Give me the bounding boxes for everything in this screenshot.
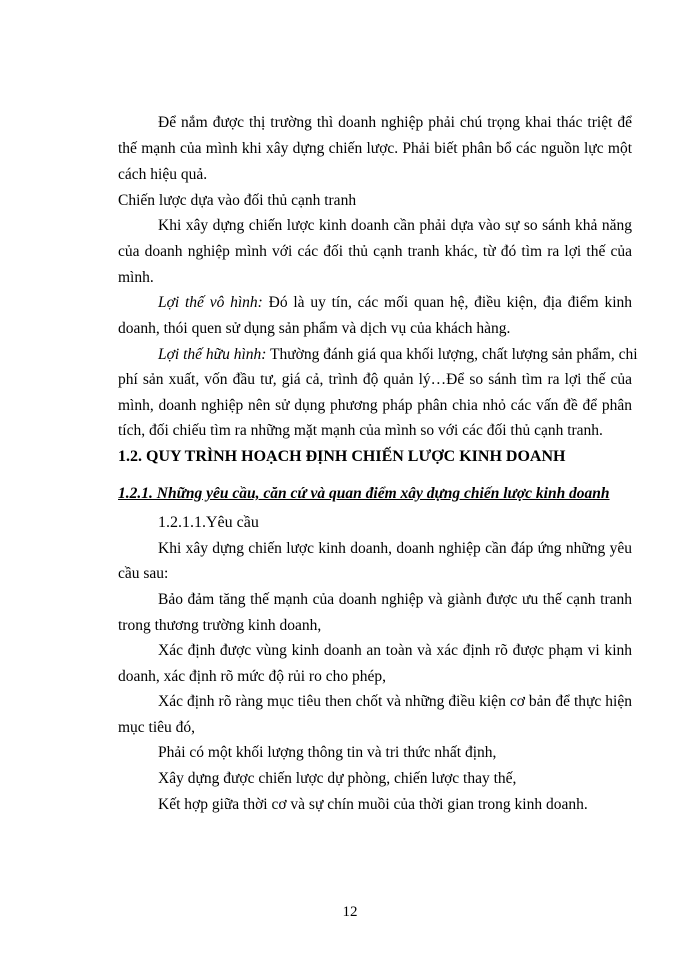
paragraph-line: Xây dựng được chiến lược dự phòng, chiến lược thay thế, xyxy=(158,770,517,787)
paragraph-line: cách hiệu quả. xyxy=(118,166,208,183)
paragraph-line: doanh, xác định rõ mức độ rủi ro cho phép, xyxy=(118,668,386,685)
paragraph-line: tích, đối chiếu tìm ra những mặt mạnh của mình so với các đối thủ cạnh tranh. xyxy=(118,422,603,439)
paragraph-line: Chiến lược dựa vào đối thủ cạnh tranh xyxy=(118,192,357,209)
paragraph-line: Xác định được vùng kinh doanh an toàn và xác định rõ được phạm vi kinh xyxy=(158,642,632,659)
paragraph-line: Khi xây dựng chiến lược kinh doanh cần phải dựa vào sự so sánh khả năng xyxy=(158,217,632,234)
paragraph-text: Đó là uy tín, các mối quan hệ, điều kiện, địa điểm kinh xyxy=(262,294,632,311)
section-heading: 1.2. QUY TRÌNH HOẠCH ĐỊNH CHIẾN LƯỢC KINH DOANH xyxy=(118,448,566,465)
subsection-heading: 1.2.1. Những yêu cầu, căn cứ và quan điểm xây dựng chiến lược kinh doanh xyxy=(118,485,610,502)
term-label: Lợi thế hữu hình: xyxy=(158,346,267,363)
paragraph-line xyxy=(158,293,632,313)
paragraph-line: trong thương trường kinh doanh, xyxy=(118,617,322,634)
paragraph-line: của doanh nghiệp mình với các đối thủ cạnh tranh khác, từ đó tìm ra lợi thế của xyxy=(118,243,632,260)
subsubsection-heading: 1.2.1.1.Yêu cầu xyxy=(158,514,259,531)
paragraph-line: cầu sau: xyxy=(118,565,169,582)
page-number: 12 xyxy=(342,904,358,920)
paragraph-text: Thường đánh giá qua khối lượng, chất lượng sản phẩm, chi xyxy=(266,346,638,363)
term-label: Lợi thế vô hình: xyxy=(158,294,263,311)
paragraph-line: doanh, thói quen sử dụng sản phẩm và dịch vụ của khách hàng. xyxy=(118,320,511,337)
paragraph-line: Xác định rõ ràng mục tiêu then chốt và những điều kiện cơ bản để thực hiện xyxy=(158,693,632,710)
paragraph-line: Phải có một khối lượng thông tin và tri thức nhất định, xyxy=(158,744,497,761)
paragraph-line xyxy=(158,345,638,365)
paragraph-line: mình, doanh nghiệp nên sử dụng phương pháp phân chia nhỏ các vấn đề để phân xyxy=(118,397,632,414)
paragraph-line: Khi xây dựng chiến lược kinh doanh, doanh nghiệp cần đáp ứng những yêu xyxy=(158,540,632,557)
paragraph-line: Để nắm được thị trường thì doanh nghiệp phải chú trọng khai thác triệt để xyxy=(158,114,632,131)
paragraph-line: Bảo đảm tăng thế mạnh của doanh nghiệp và giành được ưu thế cạnh tranh xyxy=(158,591,632,608)
paragraph-line: mục tiêu đó, xyxy=(118,719,196,736)
paragraph-line: thế mạnh của mình khi xây dựng chiến lược. Phải biết phân bổ các nguồn lực một xyxy=(118,140,632,157)
paragraph-line: Kết hợp giữa thời cơ và sự chín muồi của thời gian trong kinh doanh. xyxy=(158,796,588,813)
paragraph-line: phí sản xuất, vốn đầu tư, giá cả, trình độ quản lý…Để so sánh tìm ra lợi thế của xyxy=(118,371,632,388)
paragraph-line: mình. xyxy=(118,269,154,286)
